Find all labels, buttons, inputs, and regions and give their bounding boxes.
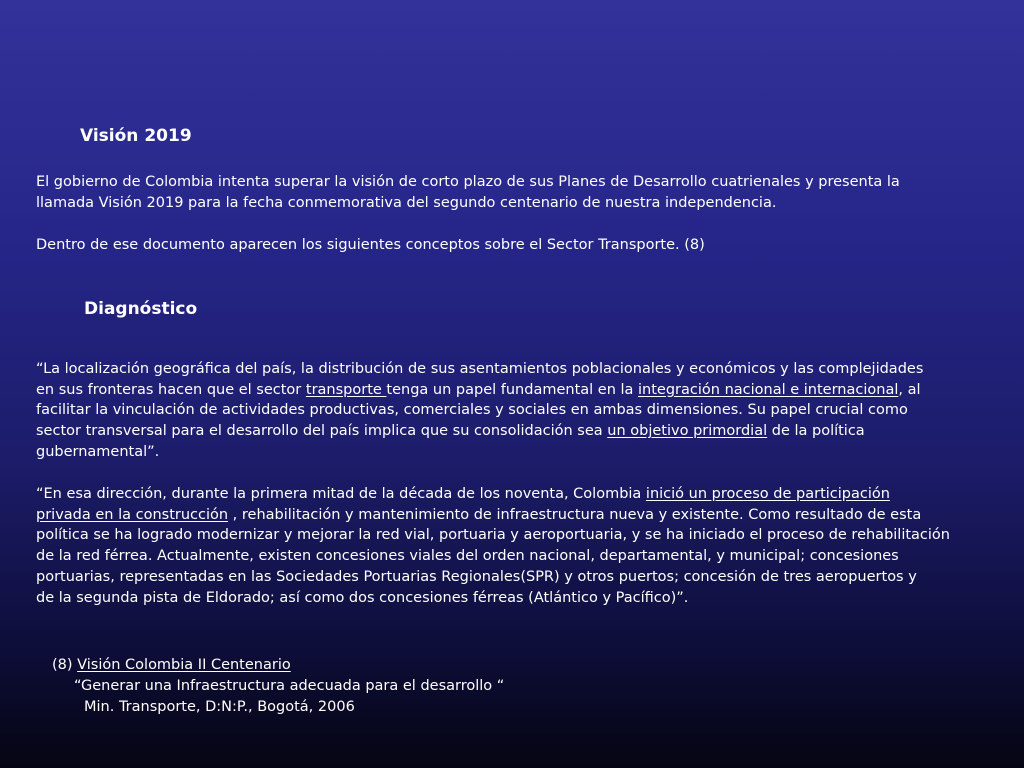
quote1-line-2-text-a: en sus fronteras hacen que el sector (36, 381, 306, 398)
quote2-line-2 (36, 505, 996, 526)
footnote-source: Min. Transporte, D:N:P., Bogotá, 2006 (84, 699, 355, 715)
quote2-line-5: portuarias, representadas en las Sociedades Portuarias Regionales(SPR) y otros puertos; concesión de tres aeropuertos y (36, 568, 917, 585)
integracion-nacional-link[interactable]: integración nacional e internacional (638, 381, 899, 398)
quote2-line-4: de la red férrea. Actualmente, existen concesiones viales del orden nacional, departamental, y municipal; concesiones (36, 548, 899, 565)
footnote-reference (52, 655, 291, 676)
quote-localizacion (36, 359, 996, 463)
intro-paragraph (36, 172, 996, 213)
document-line: Dentro de ese documento aparecen los siguientes conceptos sobre el Sector Transporte. (8) (36, 237, 705, 253)
quote1-line-5: gubernamental”. (36, 443, 160, 460)
quote2-line-6: de la segunda pista de Eldorado; así como dos concesiones férreas (Atlántico y Pacífico)”. (36, 589, 689, 606)
quote2-line-2-text-b: , rehabilitación y mantenimiento de infraestructura nueva y existente. Como resultado de esta (228, 506, 922, 523)
intro-line-1: El gobierno de Colombia intenta superar la visión de corto plazo de sus Planes de Desarrollo cuatrienales y presenta la (36, 174, 900, 190)
quote2-line-3: política se ha logrado modernizar y mejorar la red vial, portuaria y aeroportuaria, y se ha iniciado el proceso de rehabilitación (36, 527, 950, 544)
footnote-subtitle: “Generar una Infraestructura adecuada para el desarrollo “ (74, 678, 505, 694)
quote2-line-1 (36, 484, 996, 505)
quote1-line-4 (36, 421, 996, 442)
footnote-number: (8) (52, 657, 78, 673)
quote-direccion (36, 484, 996, 608)
vision-colombia-link[interactable]: Visión Colombia II Centenario (77, 657, 291, 673)
transporte-link[interactable]: transporte (305, 381, 387, 398)
quote1-line-1: “La localización geográfica del país, la distribución de sus asentamientos poblacionales y económicos y las complejidades (36, 361, 924, 377)
quote1-line-4-text-b: de la política (767, 423, 865, 440)
intro-line-2: llamada Visión 2019 para la fecha conmemorativa del segundo centenario de nuestra independencia. (36, 194, 777, 211)
heading-vision-2019: Visión 2019 (80, 126, 192, 146)
proceso-participacion-link[interactable]: inició un proceso de participación (645, 486, 890, 502)
objetivo-primordial-link[interactable]: un objetivo primordial (607, 423, 768, 440)
heading-diagnostico: Diagnóstico (84, 299, 198, 319)
quote1-line-4-text-a: sector transversal para el desarrollo del país implica que su consolidación sea (36, 423, 608, 440)
quote1-line-3: facilitar la vinculación de actividades productivas, comerciales y sociales en ambas dimensiones. Su papel crucial como (36, 402, 908, 419)
quote1-line-2-text-c: , al (898, 381, 921, 398)
privada-construccion-link[interactable]: privada en la construcción (36, 506, 229, 523)
quote1-line-2 (36, 380, 996, 401)
document-paragraph (36, 235, 996, 256)
quote2-line-1-text-a: “En esa dirección, durante la primera mitad de la década de los noventa, Colombia (36, 486, 646, 502)
quote1-line-2-text-b: tenga un papel fundamental en la (386, 381, 639, 398)
